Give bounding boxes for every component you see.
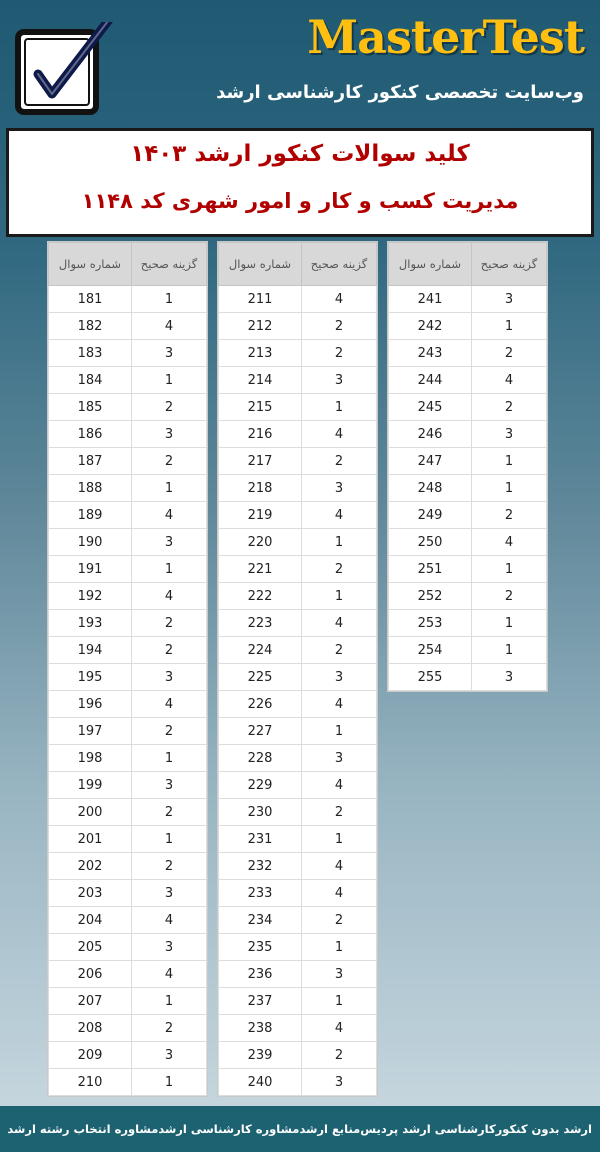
column-header-question: شماره سوال bbox=[389, 243, 472, 286]
answer-cell: 2 bbox=[302, 907, 377, 934]
table-row bbox=[389, 583, 547, 610]
table-row bbox=[219, 1069, 377, 1096]
answer-cell: 3 bbox=[302, 475, 377, 502]
answer-cell: 2 bbox=[472, 340, 547, 367]
question-number-cell: 248 bbox=[389, 475, 472, 502]
answer-cell: 2 bbox=[132, 718, 207, 745]
table-row bbox=[219, 907, 377, 934]
table-row bbox=[219, 421, 377, 448]
footer-link[interactable]: مشاوره کارشناسی ارشد bbox=[158, 1122, 300, 1136]
table-row bbox=[49, 934, 207, 961]
table-row bbox=[389, 340, 547, 367]
answer-cell: 3 bbox=[132, 880, 207, 907]
answer-cell: 1 bbox=[472, 637, 547, 664]
table-row bbox=[49, 448, 207, 475]
column-header-question: شماره سوال bbox=[49, 243, 132, 286]
answer-cell: 3 bbox=[132, 1042, 207, 1069]
answer-cell: 4 bbox=[132, 691, 207, 718]
table-row bbox=[49, 988, 207, 1015]
question-number-cell: 235 bbox=[219, 934, 302, 961]
answer-cell: 4 bbox=[132, 961, 207, 988]
answer-cell: 4 bbox=[302, 880, 377, 907]
answer-cell: 4 bbox=[302, 286, 377, 313]
answer-cell: 2 bbox=[132, 448, 207, 475]
question-number-cell: 233 bbox=[219, 880, 302, 907]
answer-cell: 2 bbox=[132, 394, 207, 421]
answer-cell: 4 bbox=[302, 610, 377, 637]
answer-cell: 4 bbox=[472, 529, 547, 556]
question-number-cell: 188 bbox=[49, 475, 132, 502]
question-number-cell: 243 bbox=[389, 340, 472, 367]
question-number-cell: 236 bbox=[219, 961, 302, 988]
table-row bbox=[389, 556, 547, 583]
question-number-cell: 241 bbox=[389, 286, 472, 313]
table-row bbox=[49, 961, 207, 988]
title-box bbox=[6, 128, 594, 237]
answer-cell: 2 bbox=[132, 853, 207, 880]
answer-cell: 4 bbox=[472, 367, 547, 394]
table-row bbox=[49, 880, 207, 907]
question-number-cell: 193 bbox=[49, 610, 132, 637]
question-number-cell: 204 bbox=[49, 907, 132, 934]
question-number-cell: 210 bbox=[49, 1069, 132, 1096]
question-number-cell: 224 bbox=[219, 637, 302, 664]
question-number-cell: 220 bbox=[219, 529, 302, 556]
table-row bbox=[219, 934, 377, 961]
answer-cell: 2 bbox=[302, 799, 377, 826]
question-number-cell: 239 bbox=[219, 1042, 302, 1069]
answer-cell: 1 bbox=[302, 394, 377, 421]
answer-key-table bbox=[388, 242, 547, 691]
question-number-cell: 254 bbox=[389, 637, 472, 664]
table-header-row bbox=[49, 243, 207, 286]
answer-cell: 3 bbox=[472, 421, 547, 448]
table-row bbox=[49, 718, 207, 745]
question-number-cell: 249 bbox=[389, 502, 472, 529]
table-row bbox=[49, 556, 207, 583]
question-number-cell: 197 bbox=[49, 718, 132, 745]
answer-cell: 2 bbox=[132, 637, 207, 664]
table-row bbox=[389, 475, 547, 502]
answer-cell: 3 bbox=[132, 340, 207, 367]
table-row bbox=[219, 340, 377, 367]
question-number-cell: 234 bbox=[219, 907, 302, 934]
question-number-cell: 202 bbox=[49, 853, 132, 880]
footer-link[interactable]: منابع ارشد bbox=[299, 1122, 361, 1136]
answer-cell: 1 bbox=[302, 718, 377, 745]
table-row bbox=[219, 880, 377, 907]
brand-logo-text[interactable]: MasterTest bbox=[307, 10, 584, 64]
answer-cell: 4 bbox=[302, 691, 377, 718]
question-number-cell: 255 bbox=[389, 664, 472, 691]
answer-cell: 2 bbox=[302, 1042, 377, 1069]
answer-cell: 2 bbox=[472, 583, 547, 610]
question-number-cell: 240 bbox=[219, 1069, 302, 1096]
answer-cell: 4 bbox=[302, 853, 377, 880]
table-row bbox=[49, 745, 207, 772]
question-number-cell: 232 bbox=[219, 853, 302, 880]
question-number-cell: 225 bbox=[219, 664, 302, 691]
answer-cell: 1 bbox=[302, 934, 377, 961]
table-row bbox=[389, 286, 547, 313]
question-number-cell: 192 bbox=[49, 583, 132, 610]
question-number-cell: 252 bbox=[389, 583, 472, 610]
question-number-cell: 206 bbox=[49, 961, 132, 988]
answer-cell: 2 bbox=[302, 340, 377, 367]
question-number-cell: 250 bbox=[389, 529, 472, 556]
answer-cell: 2 bbox=[132, 799, 207, 826]
table-row bbox=[219, 448, 377, 475]
question-number-cell: 230 bbox=[219, 799, 302, 826]
table-row bbox=[49, 853, 207, 880]
question-number-cell: 196 bbox=[49, 691, 132, 718]
answer-cell: 2 bbox=[302, 313, 377, 340]
table-row bbox=[219, 691, 377, 718]
answer-cell: 4 bbox=[132, 313, 207, 340]
question-number-cell: 208 bbox=[49, 1015, 132, 1042]
answer-cell: 2 bbox=[302, 556, 377, 583]
answer-table-2 bbox=[217, 241, 378, 1097]
question-number-cell: 231 bbox=[219, 826, 302, 853]
question-number-cell: 198 bbox=[49, 745, 132, 772]
answer-cell: 1 bbox=[472, 610, 547, 637]
table-row bbox=[49, 340, 207, 367]
answer-cell: 2 bbox=[302, 448, 377, 475]
question-number-cell: 226 bbox=[219, 691, 302, 718]
question-number-cell: 247 bbox=[389, 448, 472, 475]
question-number-cell: 201 bbox=[49, 826, 132, 853]
answer-key-table bbox=[48, 242, 207, 1096]
answer-cell: 3 bbox=[302, 745, 377, 772]
answer-cell: 4 bbox=[132, 583, 207, 610]
question-number-cell: 228 bbox=[219, 745, 302, 772]
table-row bbox=[219, 502, 377, 529]
table-row bbox=[219, 745, 377, 772]
answer-cell: 4 bbox=[132, 907, 207, 934]
table-row bbox=[389, 610, 547, 637]
answer-cell: 2 bbox=[302, 637, 377, 664]
table-row bbox=[389, 637, 547, 664]
question-number-cell: 219 bbox=[219, 502, 302, 529]
site-tagline: وب‌سایت تخصصی کنکور کارشناسی ارشد bbox=[216, 82, 584, 103]
answer-cell: 1 bbox=[132, 286, 207, 313]
answer-cell: 3 bbox=[132, 421, 207, 448]
column-header-answer: گزینه صحیح bbox=[132, 243, 207, 286]
table-row bbox=[49, 394, 207, 421]
question-number-cell: 207 bbox=[49, 988, 132, 1015]
answer-cell: 3 bbox=[132, 664, 207, 691]
table-row bbox=[49, 421, 207, 448]
table-row bbox=[49, 1015, 207, 1042]
answer-cell: 3 bbox=[302, 1069, 377, 1096]
answer-cell: 1 bbox=[472, 556, 547, 583]
table-row bbox=[219, 583, 377, 610]
question-number-cell: 227 bbox=[219, 718, 302, 745]
answer-cell: 2 bbox=[472, 394, 547, 421]
question-number-cell: 246 bbox=[389, 421, 472, 448]
table-header-row bbox=[219, 243, 377, 286]
answer-cell: 4 bbox=[302, 772, 377, 799]
answer-cell: 1 bbox=[302, 583, 377, 610]
question-number-cell: 194 bbox=[49, 637, 132, 664]
question-number-cell: 217 bbox=[219, 448, 302, 475]
table-row bbox=[219, 367, 377, 394]
site-header bbox=[0, 0, 600, 125]
table-row bbox=[389, 367, 547, 394]
answer-cell: 1 bbox=[472, 448, 547, 475]
question-number-cell: 214 bbox=[219, 367, 302, 394]
table-row bbox=[219, 637, 377, 664]
question-number-cell: 216 bbox=[219, 421, 302, 448]
table-row bbox=[219, 286, 377, 313]
table-row bbox=[49, 610, 207, 637]
table-row bbox=[219, 394, 377, 421]
answer-cell: 3 bbox=[472, 664, 547, 691]
table-row bbox=[49, 772, 207, 799]
checkbox-check-icon[interactable] bbox=[14, 22, 100, 110]
table-row bbox=[219, 853, 377, 880]
answer-cell: 4 bbox=[302, 502, 377, 529]
answer-cell: 4 bbox=[302, 421, 377, 448]
question-number-cell: 203 bbox=[49, 880, 132, 907]
answer-cell: 1 bbox=[132, 475, 207, 502]
table-row bbox=[219, 772, 377, 799]
footer-link[interactable]: مشاوره انتخاب رشته ارشد bbox=[7, 1122, 159, 1136]
answer-cell: 1 bbox=[132, 367, 207, 394]
answer-cell: 3 bbox=[302, 367, 377, 394]
table-row bbox=[219, 961, 377, 988]
table-row bbox=[49, 286, 207, 313]
page-subtitle: مدیریت کسب و کار و امور شهری کد ۱۱۴۸ bbox=[81, 189, 519, 213]
question-number-cell: 186 bbox=[49, 421, 132, 448]
question-number-cell: 205 bbox=[49, 934, 132, 961]
answer-cell: 3 bbox=[472, 286, 547, 313]
table-row bbox=[389, 421, 547, 448]
answer-key-table bbox=[218, 242, 377, 1096]
answer-cell: 1 bbox=[472, 313, 547, 340]
footer-link[interactable]: ارشد بدون کنکور bbox=[495, 1122, 592, 1136]
answer-cell: 2 bbox=[132, 1015, 207, 1042]
question-number-cell: 189 bbox=[49, 502, 132, 529]
question-number-cell: 187 bbox=[49, 448, 132, 475]
table-row bbox=[219, 556, 377, 583]
table-row bbox=[49, 475, 207, 502]
question-number-cell: 184 bbox=[49, 367, 132, 394]
answer-cell: 3 bbox=[302, 961, 377, 988]
question-number-cell: 185 bbox=[49, 394, 132, 421]
answer-cell: 3 bbox=[132, 772, 207, 799]
question-number-cell: 190 bbox=[49, 529, 132, 556]
question-number-cell: 212 bbox=[219, 313, 302, 340]
table-row bbox=[389, 502, 547, 529]
column-header-answer: گزینه صحیح bbox=[472, 243, 547, 286]
footer-link[interactable]: کارشناسی ارشد پردیس bbox=[360, 1122, 496, 1136]
table-row bbox=[219, 826, 377, 853]
question-number-cell: 251 bbox=[389, 556, 472, 583]
question-number-cell: 221 bbox=[219, 556, 302, 583]
question-number-cell: 213 bbox=[219, 340, 302, 367]
table-row bbox=[49, 664, 207, 691]
answer-cell: 1 bbox=[132, 556, 207, 583]
answer-cell: 4 bbox=[302, 1015, 377, 1042]
table-row bbox=[49, 907, 207, 934]
question-number-cell: 200 bbox=[49, 799, 132, 826]
table-row bbox=[49, 799, 207, 826]
table-row bbox=[219, 664, 377, 691]
table-row bbox=[219, 313, 377, 340]
question-number-cell: 211 bbox=[219, 286, 302, 313]
question-number-cell: 215 bbox=[219, 394, 302, 421]
table-row bbox=[389, 394, 547, 421]
question-number-cell: 182 bbox=[49, 313, 132, 340]
table-row bbox=[389, 529, 547, 556]
answer-cell: 1 bbox=[132, 826, 207, 853]
footer-nav bbox=[0, 1106, 600, 1152]
answer-cell: 1 bbox=[302, 988, 377, 1015]
answer-cell: 1 bbox=[132, 1069, 207, 1096]
table-row bbox=[389, 448, 547, 475]
table-row bbox=[389, 664, 547, 691]
table-row bbox=[49, 1042, 207, 1069]
question-number-cell: 181 bbox=[49, 286, 132, 313]
table-row bbox=[49, 637, 207, 664]
table-row bbox=[49, 529, 207, 556]
answer-cell: 1 bbox=[132, 745, 207, 772]
table-row bbox=[219, 610, 377, 637]
table-row bbox=[219, 529, 377, 556]
question-number-cell: 242 bbox=[389, 313, 472, 340]
table-row bbox=[49, 502, 207, 529]
question-number-cell: 199 bbox=[49, 772, 132, 799]
answer-cell: 2 bbox=[472, 502, 547, 529]
question-number-cell: 238 bbox=[219, 1015, 302, 1042]
page-title: کلید سوالات کنکور ارشد ۱۴۰۳ bbox=[130, 141, 470, 167]
question-number-cell: 244 bbox=[389, 367, 472, 394]
answer-cell: 1 bbox=[302, 529, 377, 556]
question-number-cell: 245 bbox=[389, 394, 472, 421]
answer-cell: 3 bbox=[132, 934, 207, 961]
answer-cell: 4 bbox=[132, 502, 207, 529]
table-row bbox=[219, 475, 377, 502]
question-number-cell: 223 bbox=[219, 610, 302, 637]
table-row bbox=[49, 691, 207, 718]
answer-cell: 1 bbox=[302, 826, 377, 853]
answer-cell: 1 bbox=[132, 988, 207, 1015]
question-number-cell: 237 bbox=[219, 988, 302, 1015]
question-number-cell: 195 bbox=[49, 664, 132, 691]
question-number-cell: 229 bbox=[219, 772, 302, 799]
table-row bbox=[219, 1042, 377, 1069]
table-row bbox=[219, 1015, 377, 1042]
question-number-cell: 218 bbox=[219, 475, 302, 502]
table-row bbox=[219, 799, 377, 826]
answer-table-1 bbox=[47, 241, 208, 1097]
answer-cell: 2 bbox=[132, 610, 207, 637]
table-row bbox=[219, 988, 377, 1015]
question-number-cell: 209 bbox=[49, 1042, 132, 1069]
answer-cell: 1 bbox=[472, 475, 547, 502]
column-header-question: شماره سوال bbox=[219, 243, 302, 286]
answer-table-3 bbox=[387, 241, 548, 692]
column-header-answer: گزینه صحیح bbox=[302, 243, 377, 286]
answer-cell: 3 bbox=[132, 529, 207, 556]
table-row bbox=[49, 826, 207, 853]
table-row bbox=[49, 367, 207, 394]
table-row bbox=[219, 718, 377, 745]
table-row bbox=[49, 313, 207, 340]
question-number-cell: 183 bbox=[49, 340, 132, 367]
table-row bbox=[389, 313, 547, 340]
question-number-cell: 253 bbox=[389, 610, 472, 637]
table-header-row bbox=[389, 243, 547, 286]
answer-cell: 3 bbox=[302, 664, 377, 691]
question-number-cell: 222 bbox=[219, 583, 302, 610]
table-row bbox=[49, 1069, 207, 1096]
table-row bbox=[49, 583, 207, 610]
question-number-cell: 191 bbox=[49, 556, 132, 583]
